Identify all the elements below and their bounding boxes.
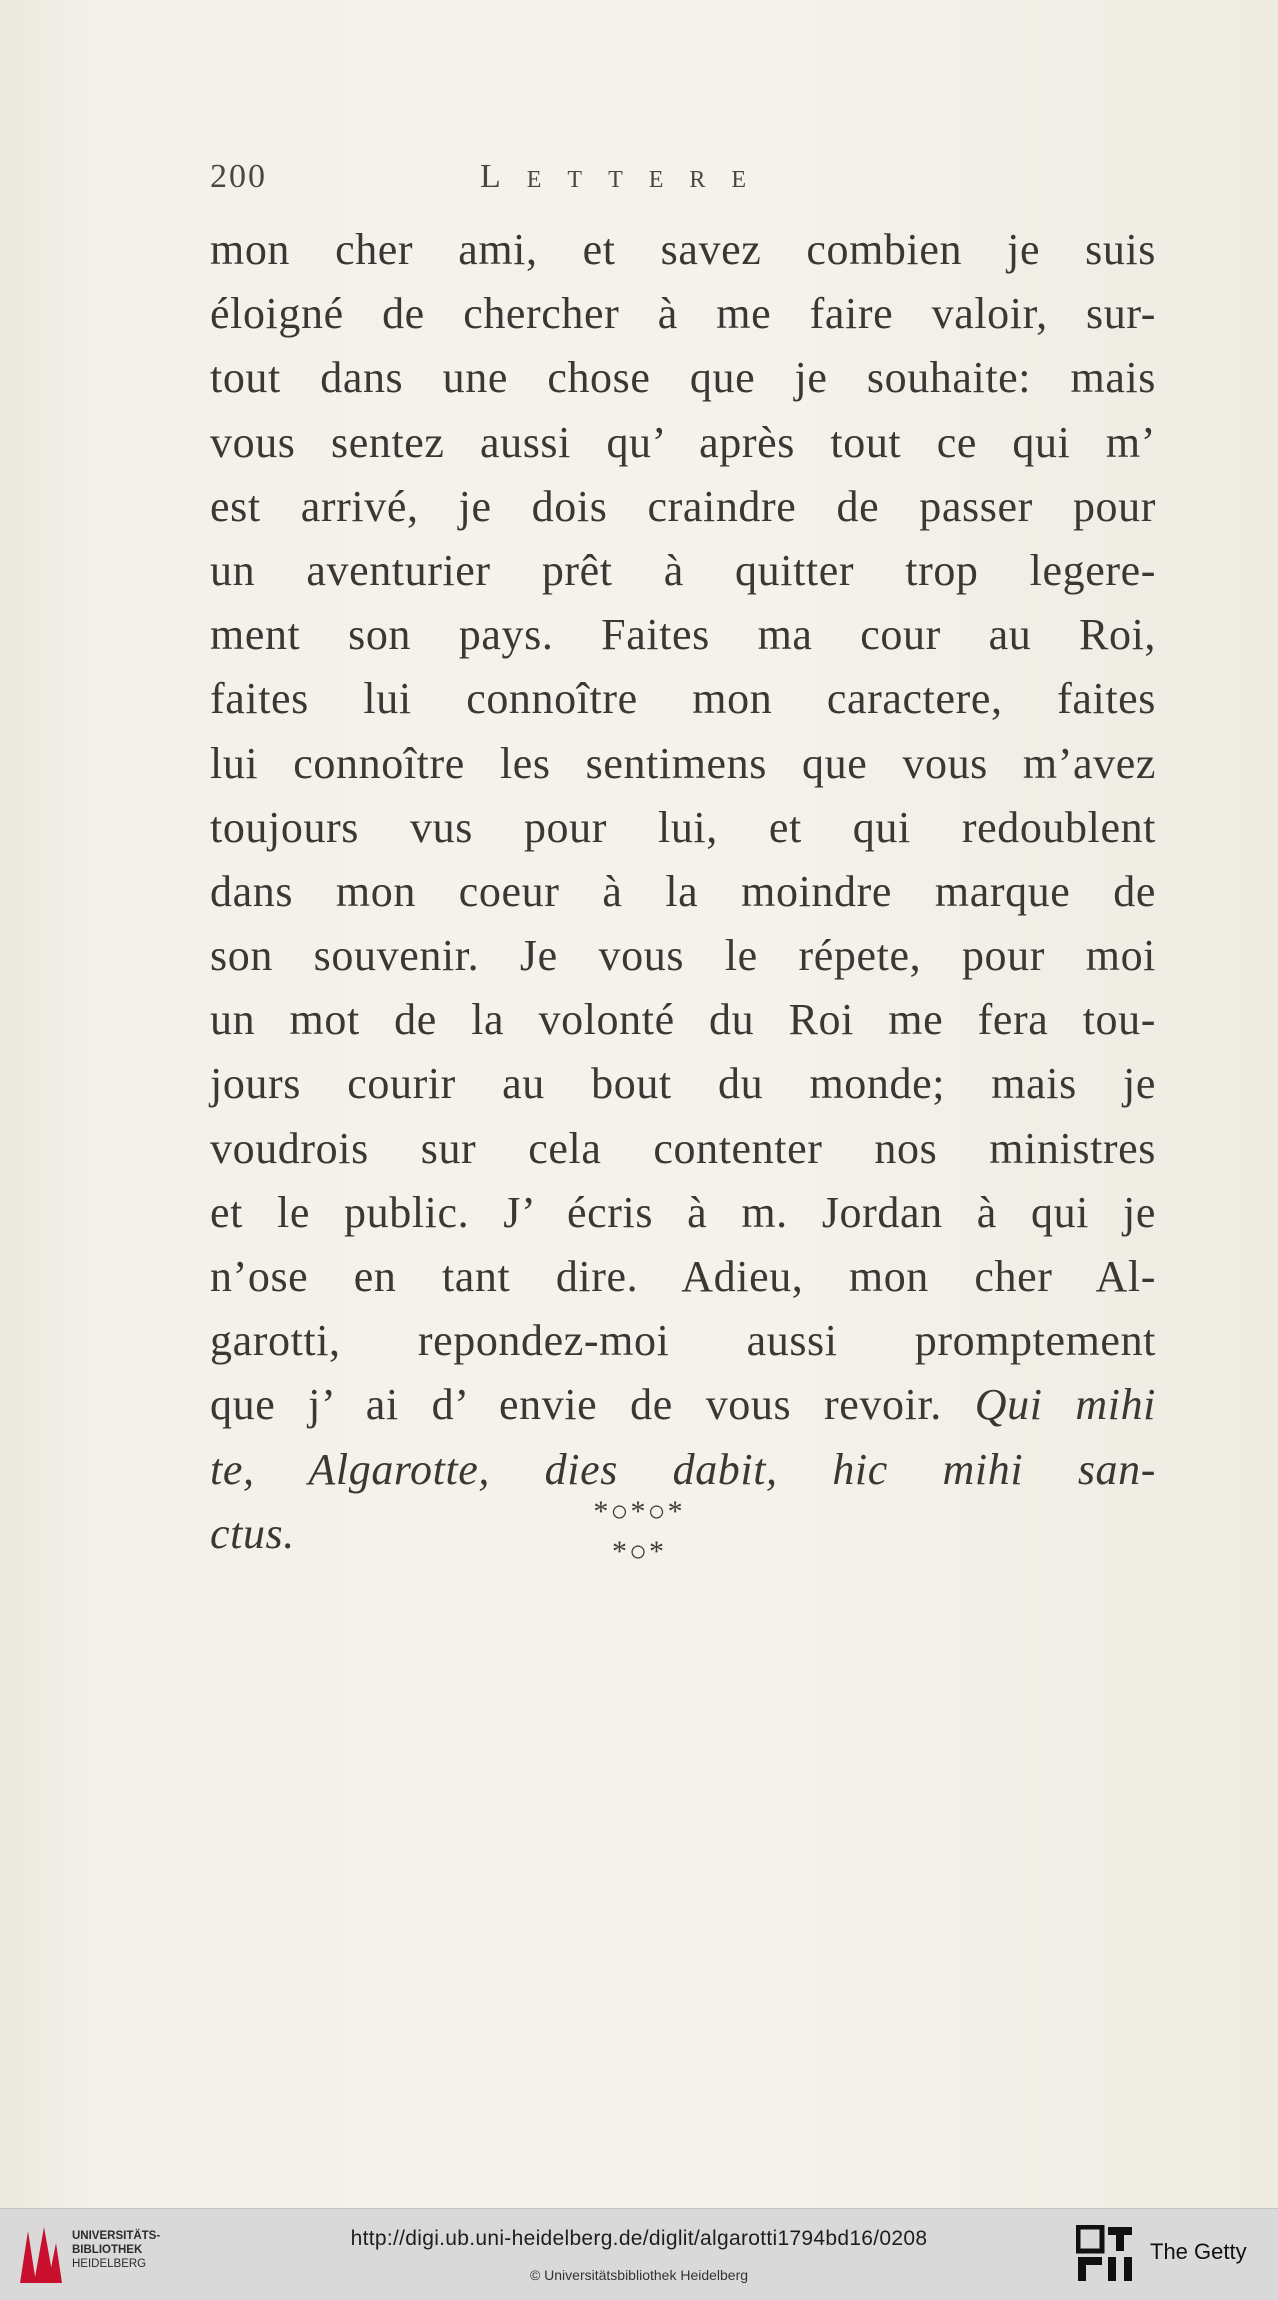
text-line-mixed [210, 1373, 1156, 1437]
text-line: et le public. J’ écris à m. Jordan à qui je [210, 1187, 1156, 1237]
latin-quote: Qui mihi [974, 1380, 1156, 1430]
library-name: UNIVERSITÄTS- BIBLIOTHEK HEIDELBERG [72, 2230, 161, 2270]
text-line: garotti, repondez-moi aussi promptement [210, 1316, 1156, 1366]
text-line: voudrois sur cela contenter nos ministres [210, 1123, 1156, 1173]
text-line: un aventurier prêt à quitter trop legere- [210, 545, 1156, 595]
text-line: éloigné de chercher à me faire valoir, sur- [210, 289, 1156, 339]
letter-text [210, 218, 1156, 1566]
text-line: n’ose en tant dire. Adieu, mon cher Al- [210, 1252, 1156, 1301]
running-title: Lettere [480, 158, 773, 195]
text-line: son souvenir. Je vous le répete, pour moi [210, 931, 1156, 981]
text-line: faites lui connoître mon caractere, faites [210, 674, 1156, 724]
text-line: ment son pays. Faites ma cour au Roi, [210, 610, 1156, 660]
page-header [210, 158, 1150, 208]
page-number: 200 [210, 158, 267, 195]
ornament-row-1: *○*○* [593, 1495, 685, 1528]
text-line: toujours vus pour lui, et qui redoublent [210, 802, 1156, 852]
text-line: un mot de la volonté du Roi me fera tou- [210, 995, 1156, 1045]
text-line: dans mon coeur à la moindre marque de [210, 866, 1156, 916]
text-line: jours courir au bout du monde; mais je [210, 1059, 1156, 1109]
document-url-link[interactable]: http://digi.ub.uni-heidelberg.de/diglit/algarotti1794bd16/0208 [350, 2227, 928, 2250]
text-line: tout dans une chose que je souhaite: mais [210, 353, 1156, 403]
text-line: lui connoître les sentimens que vous m’avez [210, 738, 1156, 788]
text-line: mon cher ami, et savez combien je suis [210, 225, 1156, 274]
latin-quote-line: te, Algarotte, dies dabit, hic mihi san- [210, 1444, 1156, 1494]
viewer-footer [0, 2208, 1278, 2300]
text-line: est arrivé, je dois craindre de passer pour [210, 481, 1156, 531]
getty-logo-icon [1076, 2225, 1134, 2285]
partner-name: The Getty [1150, 2239, 1247, 2264]
text-roman: que j’ ai d’ envie de vous revoir. [210, 1380, 942, 1430]
copyright-notice: © Universitätsbibliothek Heidelberg [529, 2267, 749, 2283]
ornament-row-2: *○* [611, 1535, 667, 1568]
latin-quote-end: ctus. [210, 1508, 295, 1558]
text-line: vous sentez aussi qu’ après tout ce qui m’ [210, 417, 1156, 467]
